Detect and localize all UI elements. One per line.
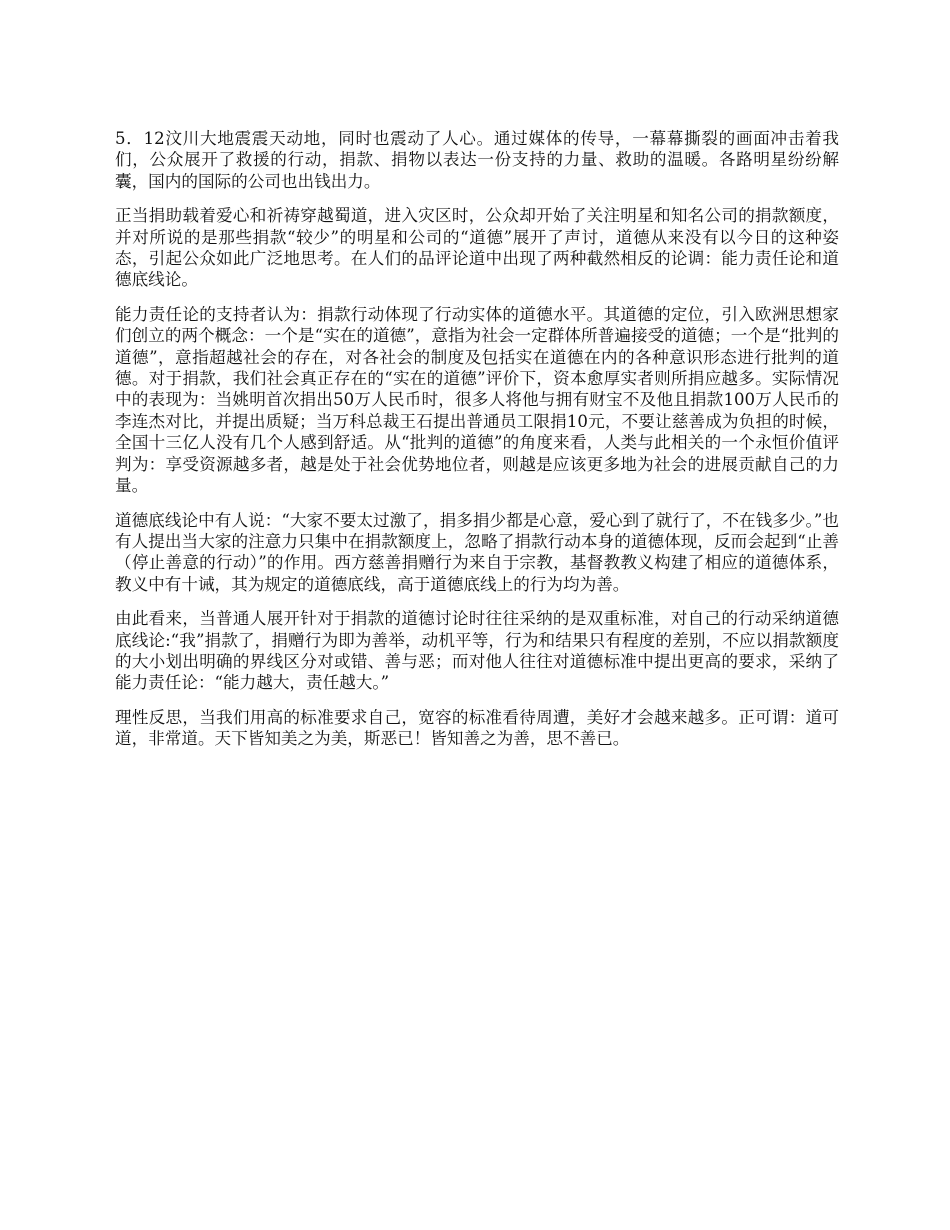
- paragraph-1: 5．12汶川大地震震天动地，同时也震动了人心。通过媒体的传导，一幕幕撕裂的画面冲击着我们，公众展开了救援的行动，捐款、捐物以表达一份支持的力量、救助的温暖。各路明星纷纷解囊，国内的国际的公司也出钱出力。: [115, 129, 839, 191]
- paragraph-2: 正当捐助载着爱心和祈祷穿越蜀道，进入灾区时，公众却开始了关注明星和知名公司的捐款额度，并对所说的是那些捐款“较少”的明星和公司的“道德”展开了声讨，道德从来没有以今日的这种姿态，引起公众如此广泛地思考。在人们的品评论道中出现了两种截然相反的论调：能力责任论和道德底线论。: [115, 206, 839, 290]
- paragraph-3: 能力责任论的支持者认为：捐款行动体现了行动实体的道德水平。其道德的定位，引入欧洲思想家们创立的两个概念：一个是“实在的道德”，意指为社会一定群体所普遍接受的道德；一个是“批判的道德”，意指超越社会的存在，对各社会的制度及包括实在道德在内的各种意识形态进行批判的道德。对于捐款，我们社会真正存在的“实在的道德”评价下，资本愈厚实者则所捐应越多。实际情况中的表现为：当姚明首次捐出50万人民币时，很多人将他与拥有财宝不及他且捐款100万人民币的李连杰对比，并提出质疑；当万科总裁王石提出普通员工限捐10元，不要让慈善成为负担的时候，全国十三亿人没有几个人感到舒适。从“批判的道德”的角度来看，人类与此相关的一个永恒价值评判为：享受资源越多者，越是处于社会优势地位者，则越是应该更多地为社会的进展贡献自己的力量。: [115, 304, 839, 496]
- document-body: [115, 128, 839, 763]
- paragraph-6: 理性反思，当我们用高的标准要求自己，宽容的标准看待周遭，美好才会越来越多。正可谓：道可道，非常道。天下皆知美之为美，斯恶已！皆知善之为善，思不善已。: [115, 707, 839, 749]
- paragraph-4: 道德底线论中有人说：“大家不要太过激了，捐多捐少都是心意，爱心到了就行了，不在钱多少。”也有人提出当大家的注意力只集中在捐款额度上，忽略了捐款行动本身的道德体现，反而会起到“止善（停止善意的行动）”的作用。西方慈善捐赠行为来自于宗教，基督教教义构建了相应的道德体系，教义中有十诫，其为规定的道德底线，高于道德底线上的行为均为善。: [115, 510, 839, 594]
- paragraph-5: 由此看来，当普通人展开针对于捐款的道德讨论时往往采纳的是双重标准，对自己的行动采纳道德底线论:“我”捐款了，捐赠行为即为善举，动机平等，行为和结果只有程度的差别，不应以捐款额度的大小划出明确的界线区分对或错、善与恶；而对他人往往对道德标准中提出更高的要求，采纳了能力责任论：“能力越大，责任越大。”: [115, 609, 839, 693]
